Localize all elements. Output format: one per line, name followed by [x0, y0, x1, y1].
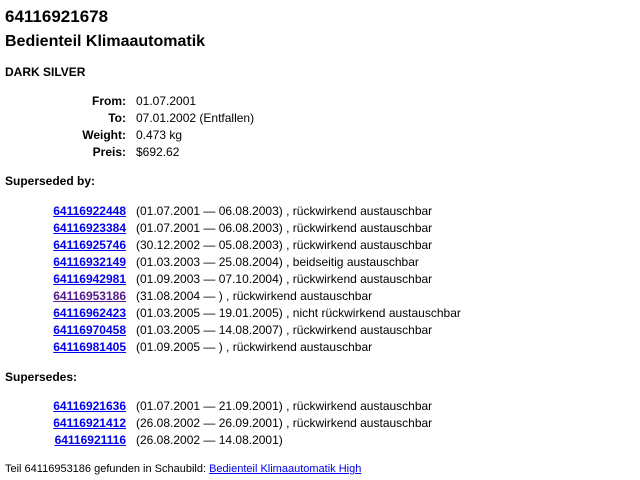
spec-value-weight: 0.473 kg [136, 128, 183, 142]
supersedes-row [0, 415, 640, 432]
superseded-by-row [0, 271, 640, 288]
superseded-by-row [0, 220, 640, 237]
spec-row-to [0, 110, 640, 127]
part-name-heading: Bedienteil Klimaautomatik [5, 33, 206, 50]
superseded-by-part-link[interactable]: 64116953186 [53, 289, 126, 303]
superseded-by-heading: Superseded by: [5, 174, 96, 188]
superseded-by-part-link[interactable]: 64116922448 [53, 204, 126, 218]
part-number-heading: 64116921678 [5, 7, 109, 26]
superseded-by-part-link[interactable]: 64116932149 [53, 255, 126, 269]
superseded-by-row [0, 288, 640, 305]
spec-label-price: Preis: [92, 145, 126, 159]
superseded-by-part-link[interactable]: 64116981405 [53, 340, 126, 354]
spec-label-from: From: [92, 94, 126, 108]
superseded-by-row [0, 254, 640, 271]
spec-row-from [0, 93, 640, 110]
found-in-diagram-text: Teil 64116953186 gefunden in Schaubild: [5, 463, 210, 475]
spec-row-price [0, 144, 640, 161]
superseded-by-part-link[interactable]: 64116942981 [53, 272, 126, 286]
found-in-diagram-note [5, 462, 361, 476]
spec-label-to: To: [108, 111, 126, 125]
superseded-by-part-link[interactable]: 64116962423 [53, 306, 126, 320]
superseded-by-row [0, 322, 640, 339]
supersedes-part-detail: (01.07.2001 — 21.09.2001) , rückwirkend austauschbar [136, 399, 433, 413]
spec-value-price: $692.62 [136, 145, 180, 159]
supersedes-part-link[interactable]: 64116921636 [53, 399, 126, 413]
superseded-by-part-link[interactable]: 64116970458 [53, 323, 126, 337]
spec-value-from: 01.07.2001 [136, 94, 197, 108]
supersedes-part-detail: (26.08.2002 — 26.09.2001) , rückwirkend austauschbar [136, 416, 433, 430]
superseded-by-part-detail: (01.03.2003 — 25.08.2004) , beidseitig austauschbar [136, 255, 419, 269]
supersedes-part-link[interactable]: 64116921412 [53, 416, 126, 430]
superseded-by-row [0, 305, 640, 322]
supersedes-part-detail: (26.08.2002 — 14.08.2001) [136, 433, 283, 447]
superseded-by-part-detail: (01.09.2003 — 07.10.2004) , rückwirkend austauschbar [136, 272, 433, 286]
part-specs [0, 93, 640, 161]
spec-value-to: 07.01.2002 (Entfallen) [136, 111, 255, 125]
superseded-by-part-detail: (01.07.2001 — 06.08.2003) , rückwirkend austauschbar [136, 221, 433, 235]
superseded-by-part-link[interactable]: 64116923384 [53, 221, 126, 235]
superseded-by-part-detail: (01.07.2001 — 06.08.2003) , rückwirkend austauschbar [136, 204, 433, 218]
spec-label-weight: Weight: [82, 128, 126, 142]
superseded-by-part-detail: (01.03.2005 — 19.01.2005) , nicht rückwirkend austauschbar [136, 306, 461, 320]
superseded-by-row [0, 339, 640, 356]
superseded-by-list [0, 203, 640, 356]
superseded-by-part-detail: (01.03.2005 — 14.08.2007) , rückwirkend austauschbar [136, 323, 433, 337]
part-color: DARK SILVER [5, 65, 86, 79]
superseded-by-row [0, 237, 640, 254]
diagram-link[interactable]: Bedienteil Klimaautomatik High [209, 463, 362, 475]
supersedes-part-link[interactable]: 64116921116 [54, 433, 126, 447]
superseded-by-part-detail: (30.12.2002 — 05.08.2003) , rückwirkend austauschbar [136, 238, 433, 252]
supersedes-heading: Supersedes: [5, 370, 78, 384]
superseded-by-part-detail: (31.08.2004 — ) , rückwirkend austauschbar [136, 289, 373, 303]
supersedes-list [0, 398, 640, 449]
superseded-by-part-detail: (01.09.2005 — ) , rückwirkend austauschbar [136, 340, 373, 354]
supersedes-row [0, 432, 640, 449]
spec-row-weight [0, 127, 640, 144]
superseded-by-row [0, 203, 640, 220]
superseded-by-part-link[interactable]: 64116925746 [53, 238, 126, 252]
supersedes-row [0, 398, 640, 415]
